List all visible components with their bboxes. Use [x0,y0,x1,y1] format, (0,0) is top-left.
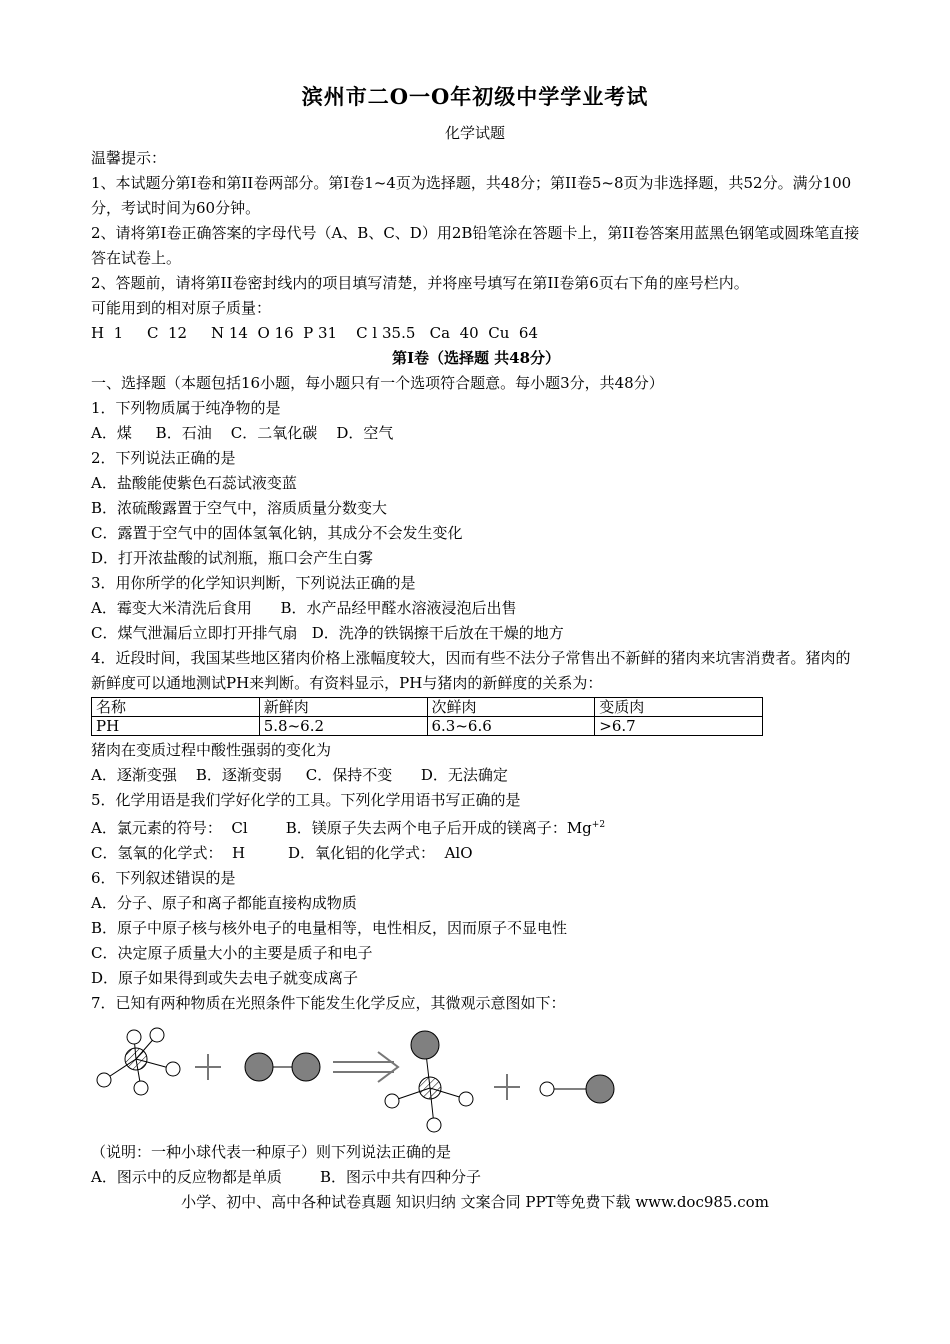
plus-icon [195,1054,221,1080]
white-atom [150,1028,164,1042]
notice-item-1: 1、本试题分第I卷和第II卷两部分。第I卷1~4页为选择题，共48分；第II卷5~8页为非选择题，共52分。满分100分，考试时间为60分钟。 [91,174,852,217]
q1-options: A．煤 B．石油 C．二氧化碳 D．空气 [91,424,394,442]
white-atom [127,1030,141,1044]
q2-option-a: A．盐酸能使紫色石蕊试液变蓝 [91,474,297,492]
dark-atom [245,1053,273,1081]
q5-options-ab-text: A．氯元素的符号： Cl B．镁原子失去两个电子后开成的镁离子：Mg [91,819,592,837]
table-cell: 6.3~6.6 [427,717,595,736]
table-cell: 5.8~6.2 [259,717,427,736]
q2-option-b: B．浓硫酸露置于空气中，溶质质量分数变大 [91,499,388,517]
notice-item-3: 2、答题前，请将第II卷密封线内的项目填写清楚，并将座号填写在第II卷第6页右下角的座号栏内。 [91,274,749,292]
table-cell: 名称 [92,698,260,717]
reactant-molecule-2 [245,1053,320,1081]
product-molecule-1 [385,1031,473,1132]
q7-stem: 7．已知有两种物质在光照条件下能发生化学反应，其微观示意图如下： [91,994,566,1012]
q5-stem: 5．化学用语是我们学好化学的工具。下列化学用语书写正确的是 [91,791,521,809]
reaction-arrow-icon [333,1052,398,1082]
page-footer: 小学、初中、高中各种试卷真题 知识归纳 文案合同 PPT等免费下载 www.doc985.com [181,1193,769,1211]
q3-options-ab: A．霉变大米清洗后食用 B．水产品经甲醛水溶液浸泡后出售 [91,599,517,617]
atomic-mass-values: H 1 C 12 N 14 O 16 P 31 C l 35.5 Ca 40 Cu 64 [91,324,539,342]
table-cell: 次鲜肉 [427,698,595,717]
reactant-molecule-1 [97,1028,180,1095]
reaction-diagram-svg [0,1018,700,1138]
q6-option-a: A．分子、原子和离子都能直接构成物质 [91,894,357,912]
q5-options-cd: C．氢氧的化学式： H D．氧化铝的化学式： AlO [91,844,473,862]
table-cell: 变质肉 [595,698,763,717]
section-instructions: 一、选择题（本题包括16小题，每小题只有一个选项符合题意。每小题3分，共48分） [91,374,664,392]
product-molecule-2 [540,1075,614,1103]
white-atom [166,1062,180,1076]
notice-item-2: 2、请将第I卷正确答案的字母代号（A、B、C、D）用2B铅笔涂在答题卡上，第II卷答案用蓝黑色钢笔或圆珠笔直接答在试卷上。 [91,224,860,267]
q2-option-c: C．露置于空气中的固体氢氧化钠，其成分不会发生变化 [91,524,463,542]
white-atom [134,1081,148,1095]
q6-option-c: C．决定原子质量大小的主要是质子和电子 [91,944,373,962]
exam-body [91,146,861,1190]
q5-options-ab [91,813,861,841]
white-atom [385,1094,399,1108]
q6-option-b: B．原子中原子核与核外电子的电量相等，电性相反，因而原子不显电性 [91,919,568,937]
hatched-atom [125,1048,147,1070]
page-subtitle: 化学试题 [444,124,505,142]
q4-options: A．逐渐变强 B．逐渐变弱 C．保持不变 D．无法确定 [91,766,508,784]
plus-icon [494,1074,520,1100]
white-atom [540,1082,554,1096]
ph-freshness-table [91,697,763,736]
reaction-diagram [91,1018,861,1138]
hatched-atom [419,1077,441,1099]
q7-options-ab: A．图示中的反应物都是单质 B．图示中共有四种分子 [91,1168,482,1186]
q3-stem: 3．用你所学的化学知识判断，下列说法正确的是 [91,574,416,592]
q1-stem: 1．下列物质属于纯净物的是 [91,399,281,417]
q2-stem: 2．下列说法正确的是 [91,449,236,467]
notice-heading: 温馨提示： [91,149,167,167]
page-title: 滨州市二O一O年初级中学学业考试 [301,84,649,109]
white-atom [97,1073,111,1087]
table-cell: PH [92,717,260,736]
q2-option-d: D．打开浓盐酸的试剂瓶，瓶口会产生白雾 [91,549,374,567]
q4-stem: 4．近段时间，我国某些地区猪肉价格上涨幅度较大，因而有些不法分子常售出不新鲜的猪肉来坑害消费者。猪肉的新鲜度可以通地测试PH来判断。有资料显示，PH与猪肉的新鲜度的关系为： [91,649,851,692]
q7-note: （说明：一种小球代表一种原子）则下列说法正确的是 [91,1143,452,1161]
dark-atom [586,1075,614,1103]
white-atom [459,1092,473,1106]
table-row [92,717,763,736]
table-cell: 新鲜肉 [259,698,427,717]
table-header-row [92,698,763,717]
q6-option-d: D．原子如果得到或失去电子就变成离子 [91,969,359,987]
atomic-mass-label: 可能用到的相对原子质量： [91,299,272,317]
q6-stem: 6．下列叙述错误的是 [91,869,236,887]
section-heading: 第I卷（选择题 共48分） [391,349,561,367]
dark-atom [292,1053,320,1081]
white-atom [427,1118,441,1132]
q3-options-cd: C．煤气泄漏后立即打开排气扇 D．洗净的铁锅擦干后放在干燥的地方 [91,624,564,642]
dark-atom [411,1031,439,1059]
q4-after-table: 猪肉在变质过程中酸性强弱的变化为 [91,741,332,759]
table-cell: >6.7 [595,717,763,736]
charge-superscript: +2 [591,820,606,830]
